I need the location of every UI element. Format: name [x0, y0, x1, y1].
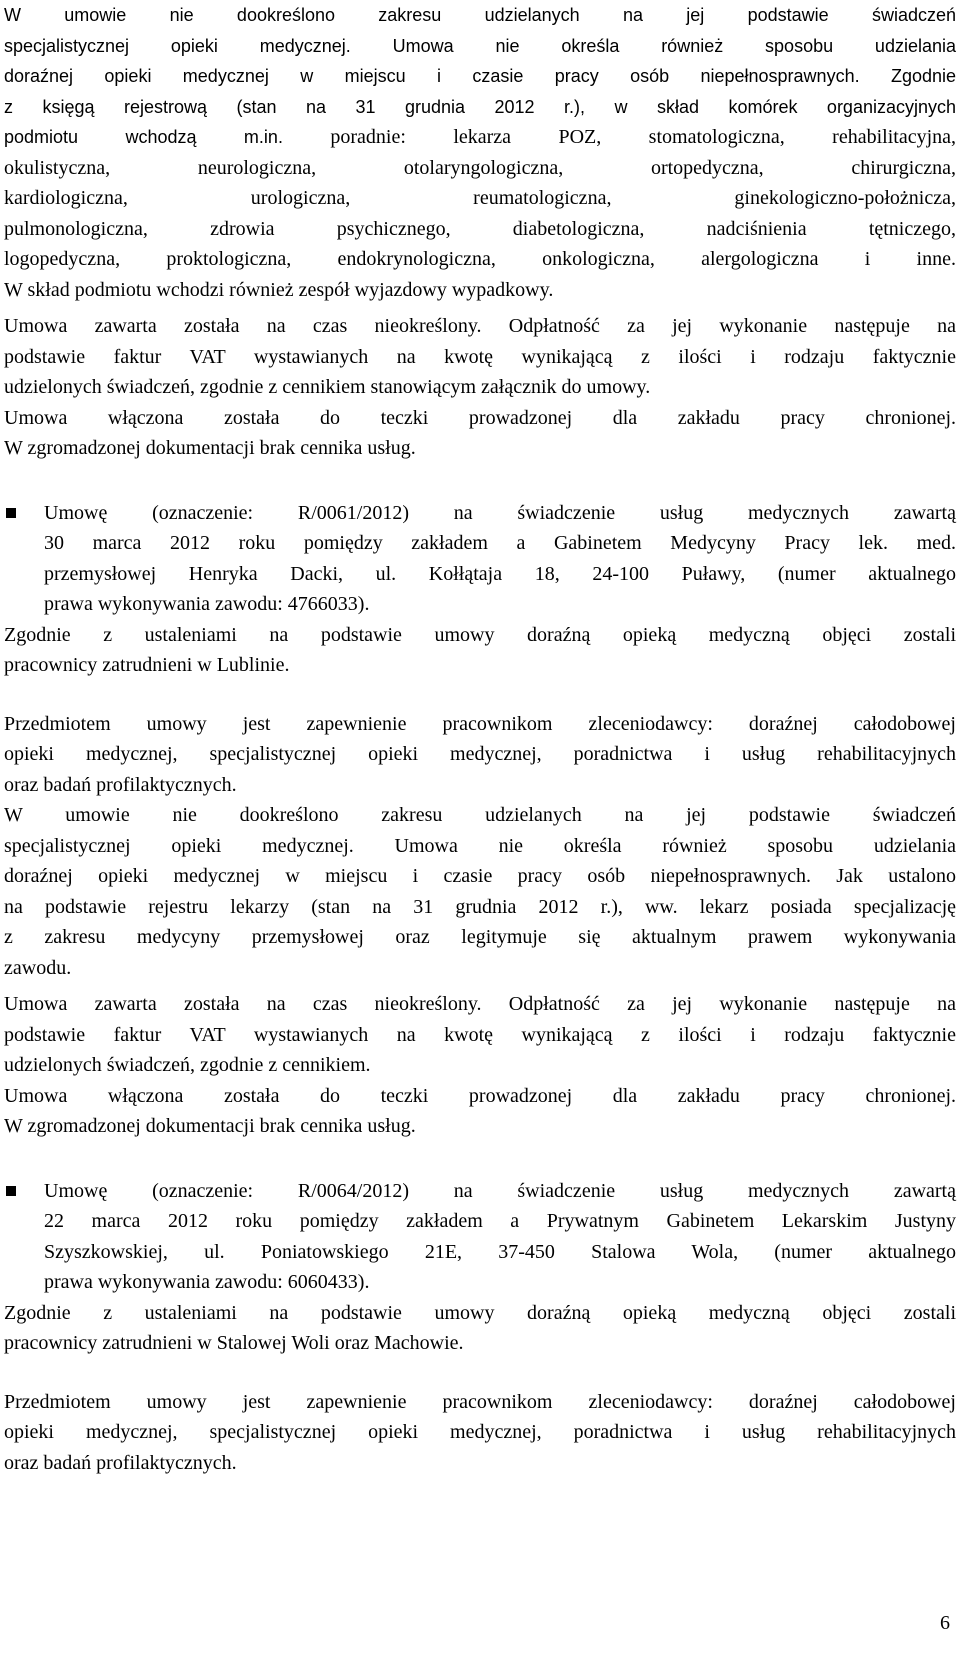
text-line: Przedmiotem umowy jest zapewnienie pracownikom zleceniodawcy: doraźnej całodobowej [4, 1390, 956, 1413]
text-line: Umowa zawarta została na czas nieokreślony. Odpłatność za jej wykonanie następuje na [4, 993, 956, 1015]
text-line: W zgromadzonej dokumentacji brak cennika usług. [4, 437, 416, 459]
paragraph-subject-2 [4, 1387, 956, 1479]
text-line: podstawie faktur VAT wystawianych na kwotę wynikającą z ilości i rodzaju faktycznie [4, 1023, 956, 1046]
text-line: kardiologiczna, urologiczna, reumatologiczna, ginekologiczno-położnicza, [4, 187, 956, 209]
text-line: pulmonologiczna, zdrowia psychicznego, diabetologiczna, nadciśnienia tętniczego, [4, 217, 956, 240]
paragraph-coverage-1 [4, 620, 956, 681]
text-line: Szyszkowskiej, ul. Poniatowskiego 21E, 37-450 Stalowa Wola, (numer aktualnego [44, 1240, 956, 1263]
text-line: pracownicy zatrudnieni w Lublinie. [4, 654, 290, 676]
spacer [4, 1359, 956, 1387]
paragraph-subject-1 [4, 709, 956, 984]
page-number: 6 [940, 1612, 950, 1634]
text-line: udzielonych świadczeń, zgodnie z cennikiem stanowiącym załącznik do umowy. [4, 376, 651, 398]
text-line: opieki medycznej, specjalistycznej opieki medycznej, poradnictwa i usług rehabilitacyjnych [4, 743, 956, 765]
bullet-item-contract-1 [4, 498, 956, 620]
paragraph-scope-1 [4, 0, 956, 305]
text-line: W zgromadzonej dokumentacji brak cennika usług. [4, 1115, 416, 1137]
text-line: 22 marca 2012 roku pomiędzy zakładem a Prywatnym Gabinetem Lekarskim Justyny [44, 1210, 956, 1232]
text-line: doraźnej opieki medycznej w miejscu i czasie pracy osób niepełnosprawnych. Zgodnie [4, 66, 956, 86]
spacer [4, 464, 956, 492]
text-fragment: podmiotu wchodzą m.in. [4, 127, 283, 147]
text-line: z zakresu medycyny przemysłowej oraz legitymuje się aktualnym prawem wykonywania [4, 926, 956, 948]
paragraph-coverage-2 [4, 1298, 956, 1359]
spacer [4, 1142, 956, 1170]
text-line: specjalistycznej opieki medycznej. Umowa nie określa również sposobu udzielania [4, 834, 956, 857]
text-line: Zgodnie z ustaleniami na podstawie umowy doraźną opieką medyczną objęci zostali [4, 1301, 956, 1324]
text-line: W umowie nie dookreślono zakresu udzielanych na jej podstawie świadczeń [4, 5, 956, 25]
text-line: okulistyczna, neurologiczna, otolaryngologiczna, ortopedyczna, chirurgiczna, [4, 156, 956, 179]
text-line: prawa wykonywania zawodu: 4766033). [44, 593, 370, 615]
text-line: Umowa zawarta została na czas nieokreślony. Odpłatność za jej wykonanie następuje na [4, 315, 956, 337]
text-line: Umowę (oznaczenie: R/0061/2012) na świadczenie usług medycznych zawartą [44, 501, 956, 524]
text-line: Zgodnie z ustaleniami na podstawie umowy doraźną opieką medyczną objęci zostali [4, 623, 956, 646]
text-line: przemysłowej Henryka Dacki, ul. Kołłątaja 18, 24-100 Puławy, (numer aktualnego [44, 562, 956, 585]
text-line: W umowie nie dookreślono zakresu udzielanych na jej podstawie świadczeń [4, 804, 956, 826]
paragraph-payment-2 [4, 989, 956, 1142]
text-line: specjalistycznej opieki medycznej. Umowa nie określa również sposobu udzielania [4, 35, 956, 56]
text-line-mixed [4, 122, 956, 153]
text-line: Umowa włączona została do teczki prowadzonej dla zakładu pracy chronionej. [4, 406, 956, 429]
bullet-text [44, 1176, 956, 1298]
text-line: zawodu. [4, 956, 72, 979]
text-line: doraźnej opieki medycznej w miejscu i czasie pracy osób niepełnosprawnych. Jak ustalono [4, 865, 956, 887]
text-line: W skład podmiotu wchodzi również zespół wyjazdowy wypadkowy. [4, 278, 554, 301]
text-line: udzielonych świadczeń, zgodnie z cennikiem. [4, 1054, 371, 1076]
spacer [4, 681, 956, 709]
text-line: Umowa włączona została do teczki prowadzonej dla zakładu pracy chronionej. [4, 1084, 956, 1107]
text-line: z księgą rejestrową (stan na 31 grudnia 2012 r.), w skład komórek organizacyjnych [4, 96, 956, 117]
text-line: pracownicy zatrudnieni w Stalowej Woli oraz Machowie. [4, 1332, 464, 1354]
text-line: logopedyczna, proktologiczna, endokrynologiczna, onkologiczna, alergologiczna i inne. [4, 248, 956, 270]
paragraph-payment-1 [4, 311, 956, 464]
text-line: Przedmiotem umowy jest zapewnienie pracownikom zleceniodawcy: doraźnej całodobowej [4, 712, 956, 735]
text-line: 30 marca 2012 roku pomiędzy zakładem a Gabinetem Medycyny Pracy lek. med. [44, 532, 956, 554]
text-line: oraz badań profilaktycznych. [4, 1451, 237, 1474]
bullet-text [44, 498, 956, 620]
document-page [4, 0, 956, 1478]
text-line: oraz badań profilaktycznych. [4, 773, 237, 796]
text-line: Umowę (oznaczenie: R/0064/2012) na świadczenie usług medycznych zawartą [44, 1179, 956, 1202]
text-fragment: poradnie: lekarza POZ, stomatologiczna, rehabilitacyjna, [330, 126, 956, 148]
text-line: podstawie faktur VAT wystawianych na kwotę wynikającą z ilości i rodzaju faktycznie [4, 345, 956, 368]
text-line: na podstawie rejestru lekarzy (stan na 31 grudnia 2012 r.), ww. lekarz posiada specjalizację [4, 895, 956, 918]
text-line: opieki medycznej, specjalistycznej opieki medycznej, poradnictwa i usług rehabilitacyjnych [4, 1421, 956, 1443]
text-line: prawa wykonywania zawodu: 6060433). [44, 1271, 370, 1293]
bullet-item-contract-2 [4, 1176, 956, 1298]
